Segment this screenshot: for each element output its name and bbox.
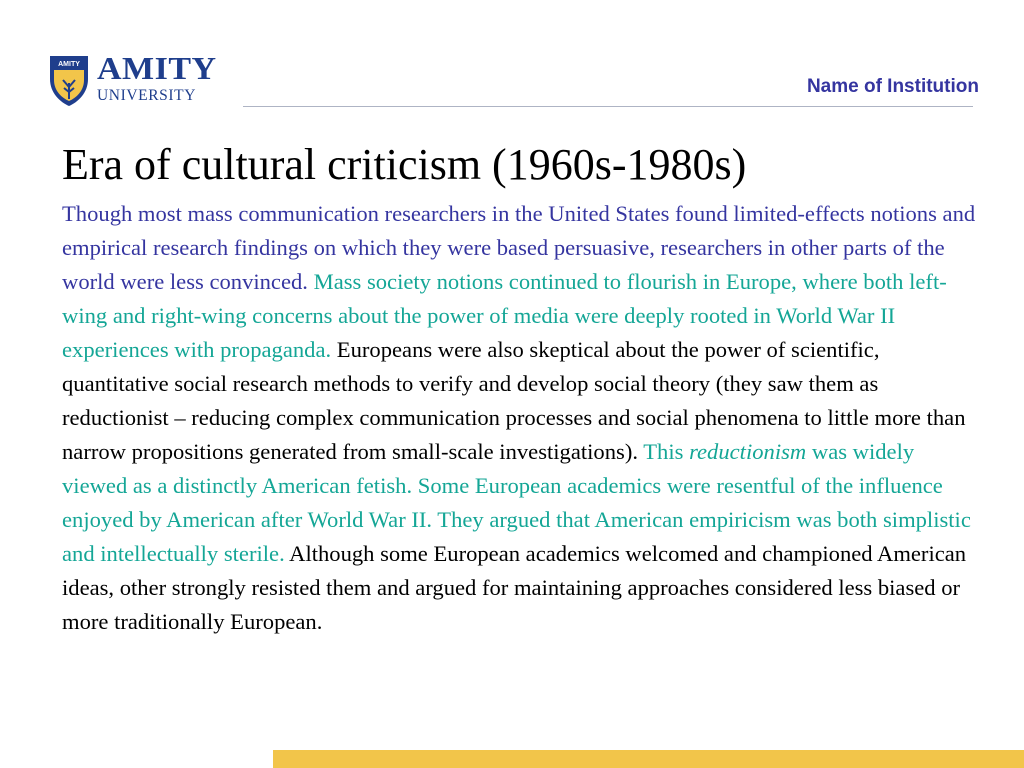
body-passage-3: Europeans were also skeptical about the power of scientific, quantitative social research methods to verify and develop social theory (they saw them as reductionist – reducing complex communication processes and social phenomena to little more than narrow propositions generated from small-scale investigations).	[62, 337, 966, 464]
header-divider	[243, 106, 973, 107]
brand-subtitle: UNIVERSITY	[97, 87, 196, 104]
slide-body	[62, 197, 977, 639]
body-passage-5: Although some European academics welcomed and championed American ideas, other strongly resisted them and argued for maintaining approaches considered less biased or more traditionally European.	[62, 541, 967, 634]
shield-label: AMITY	[58, 61, 80, 68]
body-passage-2: Mass society notions continued to flourish in Europe, where both left-wing and right-wing concerns about the power of media were deeply rooted in World War II experiences with propaganda.	[62, 269, 947, 362]
brand-name: AMITY	[97, 52, 217, 87]
body-passage-1: Though most mass communication researchers in the United States found limited-effects notions and empirical research findings on which they were based persuasive, researchers in other parts of the world were less convinced.	[62, 201, 976, 294]
body-passage-4-start: This	[643, 439, 684, 464]
amity-logo	[47, 53, 247, 113]
reductionism-emphasis: reductionism	[689, 439, 807, 464]
footer-accent-bar	[273, 750, 1024, 768]
institution-name: Name of Institution	[806, 76, 979, 97]
slide-title: Era of cultural criticism (1960s-1980s)	[62, 140, 747, 189]
body-passage-4-end: was widely viewed as a distinctly American fetish. Some European academics were resentful of the influence enjoyed by American after World War II. They argued that American empiricism was both simplistic and intellectually sterile.	[62, 439, 971, 566]
brand-wordmark	[97, 52, 217, 104]
shield-icon	[47, 53, 91, 109]
